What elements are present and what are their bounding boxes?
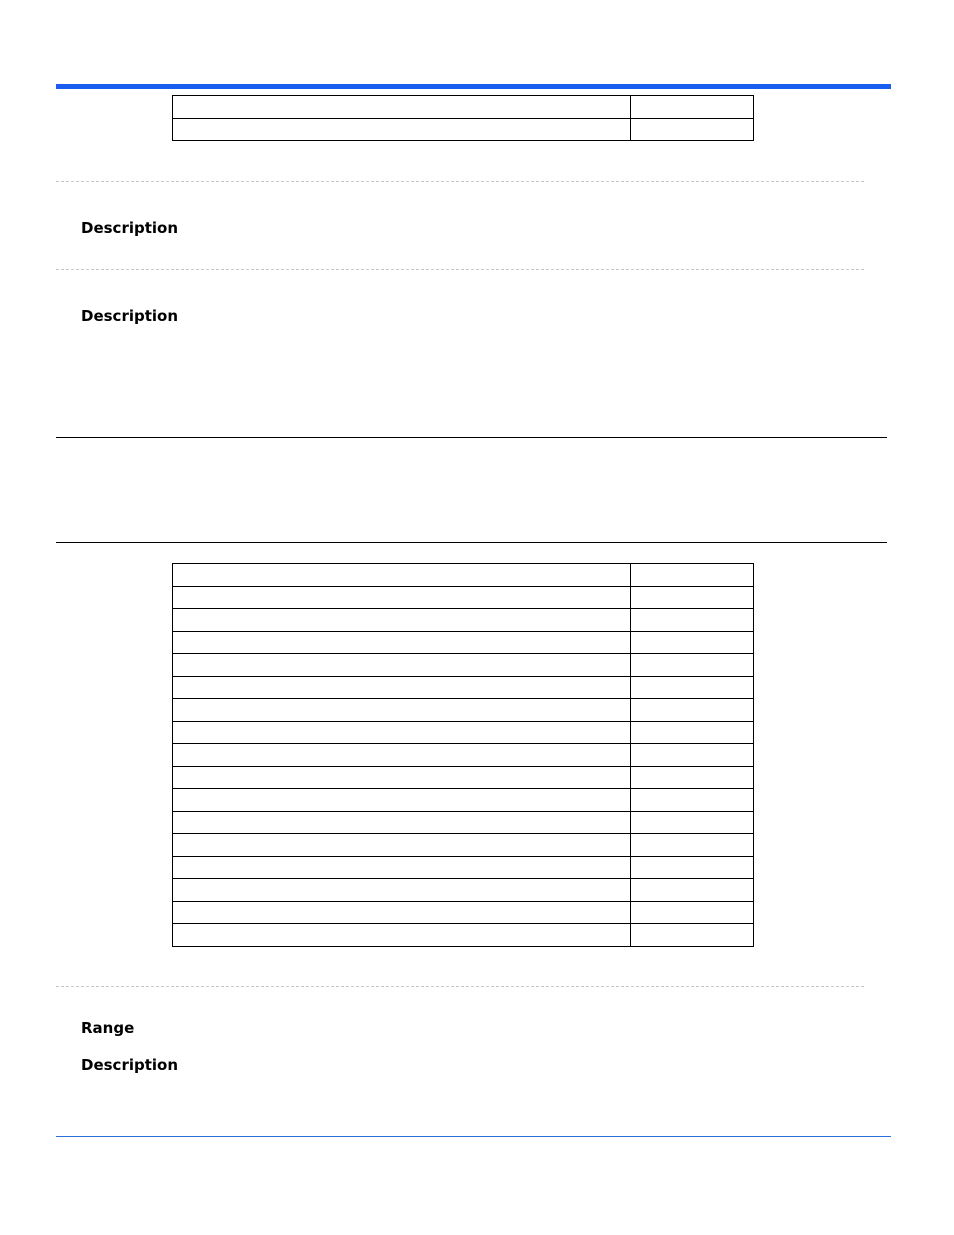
section-divider <box>56 181 864 182</box>
table-cell <box>631 564 754 587</box>
table-row <box>173 654 754 677</box>
table-cell <box>173 609 631 632</box>
table-cell <box>173 118 631 141</box>
table-row <box>173 789 754 812</box>
table-cell <box>631 654 754 677</box>
range-label: Range <box>81 1019 135 1037</box>
section-divider <box>56 986 864 987</box>
table-row <box>173 721 754 744</box>
description-label: Description <box>81 219 179 237</box>
table-row <box>173 901 754 924</box>
table-cell <box>173 811 631 834</box>
table-cell <box>173 834 631 857</box>
table-cell <box>173 654 631 677</box>
table-row <box>173 834 754 857</box>
description-label: Description <box>81 307 179 325</box>
table-cell <box>631 676 754 699</box>
section-rule <box>56 437 887 438</box>
table-row <box>173 118 754 141</box>
section-divider <box>56 269 864 270</box>
header-bar <box>56 84 891 89</box>
table-cell <box>631 96 754 119</box>
table-cell <box>173 879 631 902</box>
table-cell <box>631 699 754 722</box>
description-label: Description <box>81 1056 179 1074</box>
table-cell <box>173 721 631 744</box>
table-row <box>173 564 754 587</box>
table-cell <box>173 744 631 767</box>
table-cell <box>631 879 754 902</box>
table-cell <box>173 924 631 947</box>
section-rule <box>56 542 887 543</box>
table-row <box>173 586 754 609</box>
table-row <box>173 924 754 947</box>
table-cell <box>173 901 631 924</box>
table-cell <box>631 721 754 744</box>
table-row <box>173 96 754 119</box>
table-cell <box>173 766 631 789</box>
table-row <box>173 676 754 699</box>
table-cell <box>631 924 754 947</box>
table-cell <box>173 789 631 812</box>
table-cell <box>631 834 754 857</box>
table-cell <box>631 609 754 632</box>
table-cell <box>631 856 754 879</box>
table-row <box>173 699 754 722</box>
footer-rule <box>56 1136 891 1137</box>
table-row <box>173 766 754 789</box>
table-row <box>173 631 754 654</box>
table-cell <box>631 586 754 609</box>
table-cell <box>173 586 631 609</box>
table-top <box>172 95 754 141</box>
table-cell <box>631 118 754 141</box>
table-cell <box>173 699 631 722</box>
table-row <box>173 856 754 879</box>
table-cell <box>631 789 754 812</box>
table-main <box>172 563 754 947</box>
table-cell <box>631 901 754 924</box>
table-row <box>173 609 754 632</box>
table-row <box>173 811 754 834</box>
table-cell <box>173 564 631 587</box>
table-cell <box>173 676 631 699</box>
table-cell <box>631 766 754 789</box>
table-row <box>173 879 754 902</box>
table-cell <box>173 856 631 879</box>
table-cell <box>173 631 631 654</box>
table-cell <box>631 631 754 654</box>
table-cell <box>631 744 754 767</box>
table-row <box>173 744 754 767</box>
table-cell <box>631 811 754 834</box>
table-cell <box>173 96 631 119</box>
